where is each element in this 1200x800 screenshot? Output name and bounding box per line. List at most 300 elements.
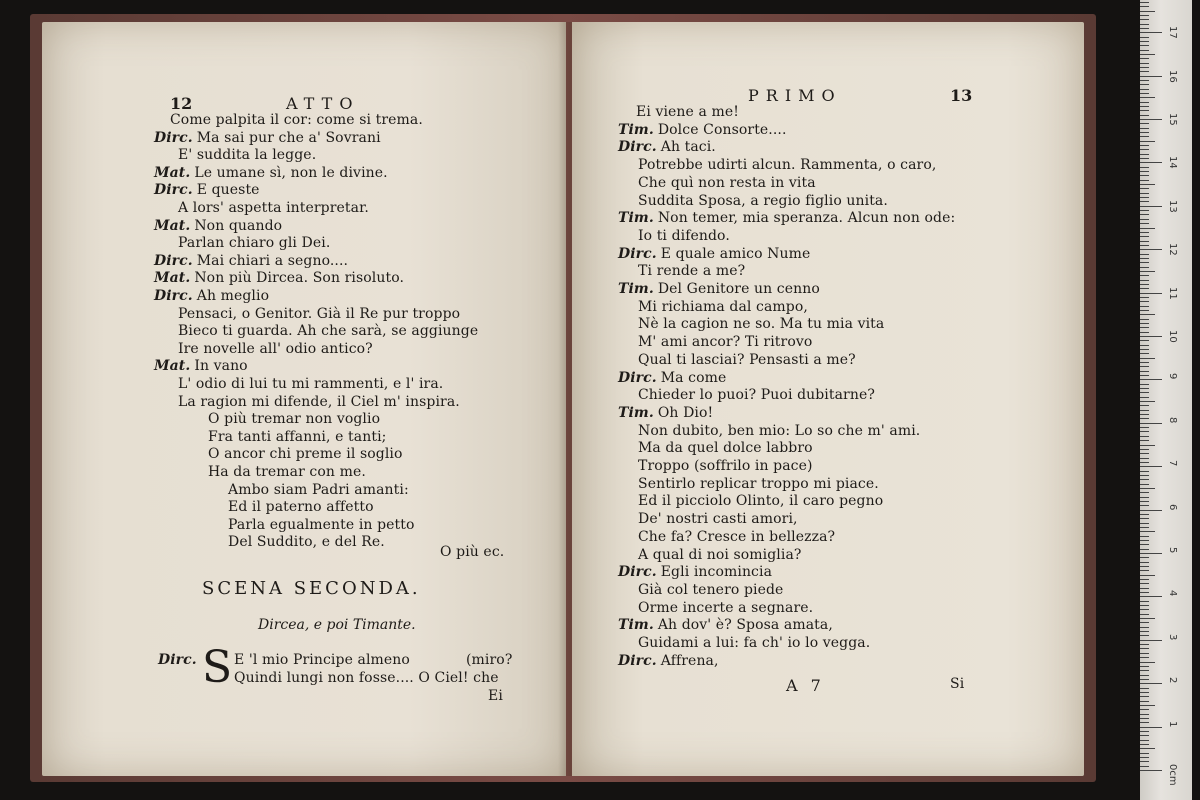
text-line <box>208 411 380 428</box>
ruler-label: 15 <box>1167 113 1178 126</box>
line-text: A qual di noi somiglia? <box>638 546 802 563</box>
text-line <box>638 458 813 475</box>
ruler-tick <box>1140 740 1149 741</box>
text-line: Quindi lungi non fosse.... O Ciel! che <box>234 670 499 686</box>
speaker-label: Tim. <box>618 210 654 227</box>
left-page <box>42 22 566 776</box>
text-line <box>154 358 248 375</box>
ruler-tick <box>1140 622 1149 623</box>
line-text: Orme incerte a segnare. <box>638 599 814 616</box>
text-line <box>638 193 888 210</box>
text-line: (miro? <box>466 652 513 668</box>
line-text: Fra tanti affanni, e tanti; <box>208 428 387 445</box>
text-line <box>638 511 798 528</box>
ruler-tick <box>1140 327 1149 328</box>
ruler-tick <box>1140 110 1149 111</box>
text-line <box>208 429 386 446</box>
text-line <box>638 529 835 546</box>
ruler-label: 17 <box>1167 26 1178 39</box>
speaker-label: Dirc. <box>154 252 193 269</box>
ruler-tick <box>1140 332 1149 333</box>
ruler-tick <box>1140 6 1149 7</box>
ruler-tick <box>1140 766 1149 767</box>
line-text: Ei viene a me! <box>636 104 739 120</box>
speaker-label: Dirc. <box>154 288 193 304</box>
line-text: Ha da tremar con me. <box>208 464 366 480</box>
line-text: E queste <box>196 182 260 199</box>
speaker-label: Mat. <box>154 164 191 181</box>
ruler-tick <box>1140 63 1149 64</box>
ruler-tick <box>1140 414 1149 415</box>
text-line <box>178 235 330 252</box>
line-text: Parla egualmente in petto <box>228 516 415 533</box>
ruler-tick <box>1140 523 1149 524</box>
ruler-tick <box>1140 223 1149 224</box>
ruler-tick <box>1140 275 1149 276</box>
speaker-label: Dirc. <box>154 182 193 199</box>
line-text: Del Suddito, e del Re. <box>228 534 385 551</box>
text-line <box>638 547 802 564</box>
line-text: Non più Dircea. Son risoluto. <box>194 270 405 287</box>
ruler-tick <box>1140 249 1162 250</box>
ruler-tick <box>1140 362 1149 363</box>
line-text: Ti rende a me? <box>638 263 746 280</box>
ruler-tick <box>1140 735 1149 736</box>
ruler-tick <box>1140 648 1149 649</box>
ruler-tick <box>1140 271 1155 272</box>
line-text: Oh Dio! <box>657 404 714 421</box>
ruler-label: 9 <box>1167 373 1178 380</box>
ruler-tick <box>1140 297 1149 298</box>
text-line <box>618 564 772 581</box>
text-line <box>228 534 385 551</box>
ruler-tick <box>1140 475 1149 476</box>
catchword: Ei <box>488 688 503 704</box>
ruler-tick <box>1140 722 1149 723</box>
ruler-tick <box>1140 15 1149 16</box>
ruler-tick <box>1140 466 1162 467</box>
ruler-tick <box>1140 575 1155 576</box>
speaker-label: Tim. <box>618 281 654 297</box>
ruler-tick <box>1140 24 1149 25</box>
ruler-tick <box>1140 518 1149 519</box>
ruler-tick <box>1140 431 1149 432</box>
ruler-tick <box>1140 11 1155 12</box>
speaker-label: Tim. <box>618 121 654 138</box>
line-text: In vano <box>194 358 248 375</box>
line-text: Come palpita il cor: come si trema. <box>170 112 423 128</box>
text-line <box>154 218 282 235</box>
ruler-tick <box>1140 93 1149 94</box>
ruler-label: 16 <box>1167 69 1178 83</box>
line-text: Che fa? Cresce in bellezza? <box>638 528 836 545</box>
ruler-tick <box>1140 662 1155 663</box>
text-line <box>638 175 816 192</box>
ruler-tick <box>1140 458 1149 459</box>
ruler-tick <box>1140 657 1149 658</box>
ruler-tick <box>1140 583 1149 584</box>
line-text: Bieco ti guarda. Ah che sarà, se aggiunge <box>178 323 479 340</box>
line-text: E quale amico Nume <box>660 245 811 262</box>
ruler-tick <box>1140 405 1149 406</box>
ruler-tick <box>1140 527 1149 528</box>
text-line <box>178 323 478 340</box>
ruler-tick <box>1140 397 1149 398</box>
ruler-tick <box>1140 562 1149 563</box>
catchword: Si <box>950 676 965 692</box>
text-line <box>638 600 813 617</box>
ruler-tick <box>1140 358 1155 359</box>
text-line <box>638 493 883 510</box>
text-line <box>228 482 409 499</box>
ruler-tick <box>1140 427 1149 428</box>
line-text: Guidami a lui: fa ch' io lo vegga. <box>638 635 871 651</box>
ruler-tick <box>1140 50 1149 51</box>
text-line <box>638 387 875 404</box>
ruler-tick <box>1140 449 1149 450</box>
text-line <box>228 517 415 534</box>
ruler-tick <box>1140 453 1149 454</box>
ruler-tick <box>1140 379 1162 380</box>
ruler-tick <box>1140 696 1149 697</box>
ruler-tick <box>1140 293 1162 294</box>
ruler-tick <box>1140 254 1149 255</box>
ruler-tick <box>1140 2 1149 3</box>
line-text: Ire novelle all' odio antico? <box>178 340 373 357</box>
ruler-tick <box>1140 688 1149 689</box>
ruler-tick <box>1140 579 1149 580</box>
ruler-tick <box>1140 418 1149 419</box>
ruler-tick <box>1140 727 1162 728</box>
line-text: Qual ti lasciai? Pensasti a me? <box>638 351 856 368</box>
ruler-tick <box>1140 37 1149 38</box>
ruler-label: 12 <box>1167 243 1178 256</box>
ruler-tick <box>1140 193 1149 194</box>
text-line <box>154 165 388 182</box>
text-line <box>638 440 813 457</box>
ruler-tick <box>1140 336 1162 337</box>
line-text: Affrena, <box>660 652 719 669</box>
line-text: Che quì non resta in vita <box>638 174 816 191</box>
ruler-label: 5 <box>1167 547 1178 554</box>
line-text: O ancor chi preme il soglio <box>208 446 403 463</box>
line-text: L' odio di lui tu mi rammenti, e l' ira. <box>178 376 444 392</box>
ruler-tick <box>1140 731 1149 732</box>
line-text: Mi richiama dal campo, <box>638 298 808 315</box>
line-text: Ambo siam Padri amanti: <box>228 481 409 498</box>
text-line <box>638 635 870 652</box>
ruler-tick <box>1140 149 1149 150</box>
line-text: Nè la cagion ne so. Ma tu mia vita <box>638 316 885 333</box>
ruler-tick <box>1140 201 1149 202</box>
text-line <box>618 617 833 634</box>
text-line <box>154 270 404 287</box>
ruler-label: 6 <box>1167 503 1178 510</box>
ruler-tick <box>1140 557 1149 558</box>
drop-cap: S <box>202 642 233 693</box>
ruler-tick <box>1140 119 1162 120</box>
ruler-tick <box>1140 171 1149 172</box>
ruler-tick <box>1140 514 1149 515</box>
line-text: Dolce Consorte.... <box>657 121 787 138</box>
text-line <box>618 653 719 670</box>
ruler-tick <box>1140 301 1149 302</box>
ruler-label: 11 <box>1167 286 1178 300</box>
ruler-tick <box>1140 683 1162 684</box>
ruler-tick <box>1140 306 1149 307</box>
line-text: Sentirlo replicar troppo mi piace. <box>638 475 879 492</box>
ruler-tick <box>1140 175 1149 176</box>
line-text: Egli incomincia <box>660 564 773 581</box>
speaker-label: Mat. <box>154 358 191 375</box>
speaker-label: Dirc. <box>158 652 197 668</box>
text-line <box>178 376 443 393</box>
ruler-label: 2 <box>1167 677 1178 684</box>
ruler-tick <box>1140 588 1149 589</box>
ruler-tick <box>1140 219 1149 220</box>
ruler-tick <box>1140 501 1149 502</box>
ruler-tick <box>1140 241 1149 242</box>
line-text: Ah taci. <box>660 139 716 156</box>
line-text: Pensaci, o Genitor. Già il Re pur troppo <box>178 305 461 322</box>
ruler-tick <box>1140 132 1149 133</box>
ruler-tick <box>1140 115 1149 116</box>
ruler-tick <box>1140 675 1149 676</box>
ruler-tick <box>1140 497 1149 498</box>
ruler-tick <box>1140 570 1149 571</box>
line-text: Ma come <box>660 369 727 386</box>
ruler-tick <box>1140 84 1149 85</box>
line-text: M' ami ancor? Ti ritrovo <box>638 334 813 351</box>
ruler-tick <box>1140 58 1149 59</box>
ruler-tick <box>1140 714 1149 715</box>
ruler-tick <box>1140 484 1149 485</box>
ruler-tick <box>1140 640 1162 641</box>
line-text: Non temer, mia speranza. Alcun non ode: <box>657 210 956 227</box>
ruler-tick <box>1140 184 1155 185</box>
ruler-label: 3 <box>1167 633 1178 641</box>
line-text: Già col tenero piede <box>638 581 784 598</box>
ruler-tick <box>1140 471 1149 472</box>
ruler-tick <box>1140 410 1149 411</box>
text-line <box>154 288 269 305</box>
line-text: A lors' aspetta interpretar. <box>178 200 369 216</box>
text-line <box>638 334 812 351</box>
text-line <box>618 139 716 156</box>
speaker-label: Dirc. <box>618 139 657 156</box>
speaker-label: Dirc. <box>618 564 657 581</box>
ruler-tick <box>1140 32 1162 33</box>
text-line <box>638 263 745 280</box>
ruler-tick <box>1140 236 1149 237</box>
ruler-tick <box>1140 145 1149 146</box>
ruler-tick <box>1140 349 1149 350</box>
ruler-tick <box>1140 505 1149 506</box>
ruler-tick <box>1140 136 1149 137</box>
ruler-tick <box>1140 19 1149 20</box>
ruler-tick <box>1140 158 1149 159</box>
ruler-tick <box>1140 462 1149 463</box>
ruler-tick <box>1140 141 1155 142</box>
ruler-tick <box>1140 618 1155 619</box>
line-text: Chieder lo puoi? Puoi dubitarne? <box>638 387 875 404</box>
ruler-tick <box>1140 162 1162 163</box>
ruler-tick <box>1140 705 1155 706</box>
ruler-tick <box>1140 206 1162 207</box>
ruler-tick <box>1140 54 1155 55</box>
ruler-tick <box>1140 102 1149 103</box>
text-line <box>638 316 884 333</box>
ruler-tick <box>1140 80 1149 81</box>
line-text: La ragion mi difende, il Ciel m' inspira. <box>178 393 460 410</box>
text-line <box>178 200 369 217</box>
line-text: Troppo (soffrilo in pace) <box>638 458 813 474</box>
speaker-label: Dirc. <box>618 369 657 386</box>
text-line <box>638 352 856 369</box>
ruler-tick <box>1140 605 1149 606</box>
end-cue: O più ec. <box>440 544 505 560</box>
ruler-tick <box>1140 566 1149 567</box>
ruler-tick <box>1140 701 1149 702</box>
text-line <box>618 405 713 422</box>
text-line <box>638 582 783 599</box>
ruler-tick <box>1140 653 1149 654</box>
text-line <box>154 253 348 270</box>
ruler-tick <box>1140 345 1149 346</box>
speaker-label: Tim. <box>618 617 654 634</box>
ruler-tick <box>1140 214 1149 215</box>
ruler-tick <box>1140 245 1149 246</box>
ruler-tick <box>1140 510 1162 511</box>
ruler-tick <box>1140 284 1149 285</box>
line-text: Non dubito, ben mio: Lo so che m' ami. <box>638 422 921 439</box>
ruler-tick <box>1140 614 1149 615</box>
ruler-tick <box>1140 531 1155 532</box>
line-text: De' nostri casti amori, <box>638 511 798 528</box>
ruler-tick <box>1140 709 1149 710</box>
line-text: Mai chiari a segno.... <box>196 252 349 269</box>
ruler-tick <box>1140 401 1155 402</box>
ruler-tick <box>1140 644 1149 645</box>
text-line <box>178 394 460 411</box>
ruler-tick <box>1140 28 1149 29</box>
ruler-tick <box>1140 89 1149 90</box>
ruler-label: 8 <box>1167 416 1178 424</box>
line-text: Non quando <box>194 217 283 234</box>
ruler-tick <box>1140 549 1149 550</box>
speaker-label: Dirc. <box>154 129 193 146</box>
ruler-tick <box>1140 666 1149 667</box>
ruler-tick <box>1140 592 1149 593</box>
text-line <box>638 423 920 440</box>
line-text: Ah dov' è? Sposa amata, <box>657 617 833 634</box>
ruler-tick <box>1140 232 1149 233</box>
ruler-tick <box>1140 180 1149 181</box>
ruler-tick <box>1140 371 1149 372</box>
ruler-tick <box>1140 423 1162 424</box>
line-text: Ed il picciolo Olinto, il caro pegno <box>638 493 884 510</box>
ruler-tick <box>1140 440 1149 441</box>
ruler-tick <box>1140 258 1149 259</box>
ruler-tick <box>1140 770 1162 771</box>
ruler-tick <box>1140 228 1155 229</box>
ruler-tick <box>1140 479 1149 480</box>
speaker-label: Dirc. <box>618 652 657 669</box>
ruler-tick <box>1140 445 1155 446</box>
ruler-tick <box>1140 210 1149 211</box>
ruler-tick <box>1140 288 1149 289</box>
ruler-tick <box>1140 323 1149 324</box>
ruler-tick <box>1140 123 1149 124</box>
text-line <box>170 112 423 129</box>
ruler-tick <box>1140 267 1149 268</box>
speaker-label: Tim. <box>618 404 654 421</box>
line-text: E' suddita la legge. <box>178 147 317 164</box>
text-line <box>618 210 955 227</box>
ruler-label: 1 <box>1167 720 1178 727</box>
running-head: PRIMO <box>748 86 842 105</box>
ruler-label: 14 <box>1167 156 1178 170</box>
text-line <box>618 122 787 139</box>
ruler-tick <box>1140 596 1162 597</box>
text-line <box>638 228 730 245</box>
text-line <box>618 246 810 263</box>
ruler-tick <box>1140 670 1149 671</box>
ruler-tick <box>1140 128 1149 129</box>
line-text: Potrebbe udirti alcun. Rammenta, o caro, <box>638 157 937 174</box>
ruler-tick <box>1140 45 1149 46</box>
text-line <box>638 476 879 493</box>
ruler-tick <box>1140 436 1149 437</box>
ruler-tick <box>1140 718 1149 719</box>
ruler-tick <box>1140 553 1162 554</box>
ruler-label: 7 <box>1167 460 1178 467</box>
line-text: Ma da quel dolce labbro <box>638 440 813 457</box>
ruler-tick <box>1140 627 1149 628</box>
ruler-tick <box>1140 106 1149 107</box>
scene-subtitle: Dircea, e poi Timante. <box>258 617 416 633</box>
ruler-tick <box>1140 375 1149 376</box>
ruler-tick <box>1140 388 1149 389</box>
ruler-tick <box>1140 197 1149 198</box>
ruler-tick <box>1140 631 1149 632</box>
ruler-tick <box>1140 384 1149 385</box>
ruler-tick <box>1140 601 1149 602</box>
ruler-tick <box>1140 41 1149 42</box>
ruler-tick <box>1140 67 1149 68</box>
ruler-tick <box>1140 366 1149 367</box>
ruler-tick <box>1140 753 1149 754</box>
scene-title: SCENA SECONDA. <box>202 578 421 599</box>
ruler-tick <box>1140 188 1149 189</box>
page-number: 12 <box>170 94 193 113</box>
line-text: Ed il paterno affetto <box>228 499 374 516</box>
ruler-label: 13 <box>1167 199 1178 213</box>
ruler-tick <box>1140 280 1149 281</box>
ruler-tick <box>1140 319 1149 320</box>
text-line <box>228 499 374 516</box>
speaker-label: Mat. <box>154 270 191 287</box>
ruler-tick <box>1140 609 1149 610</box>
ruler-tick <box>1140 744 1149 745</box>
ruler-tick <box>1140 340 1149 341</box>
ruler-tick <box>1140 262 1149 263</box>
ruler-tick <box>1140 540 1149 541</box>
speaker-label: Mat. <box>154 217 191 234</box>
line-text: Del Genitore un cenno <box>657 281 820 297</box>
ruler-tick <box>1140 154 1149 155</box>
ruler-tick <box>1140 679 1149 680</box>
